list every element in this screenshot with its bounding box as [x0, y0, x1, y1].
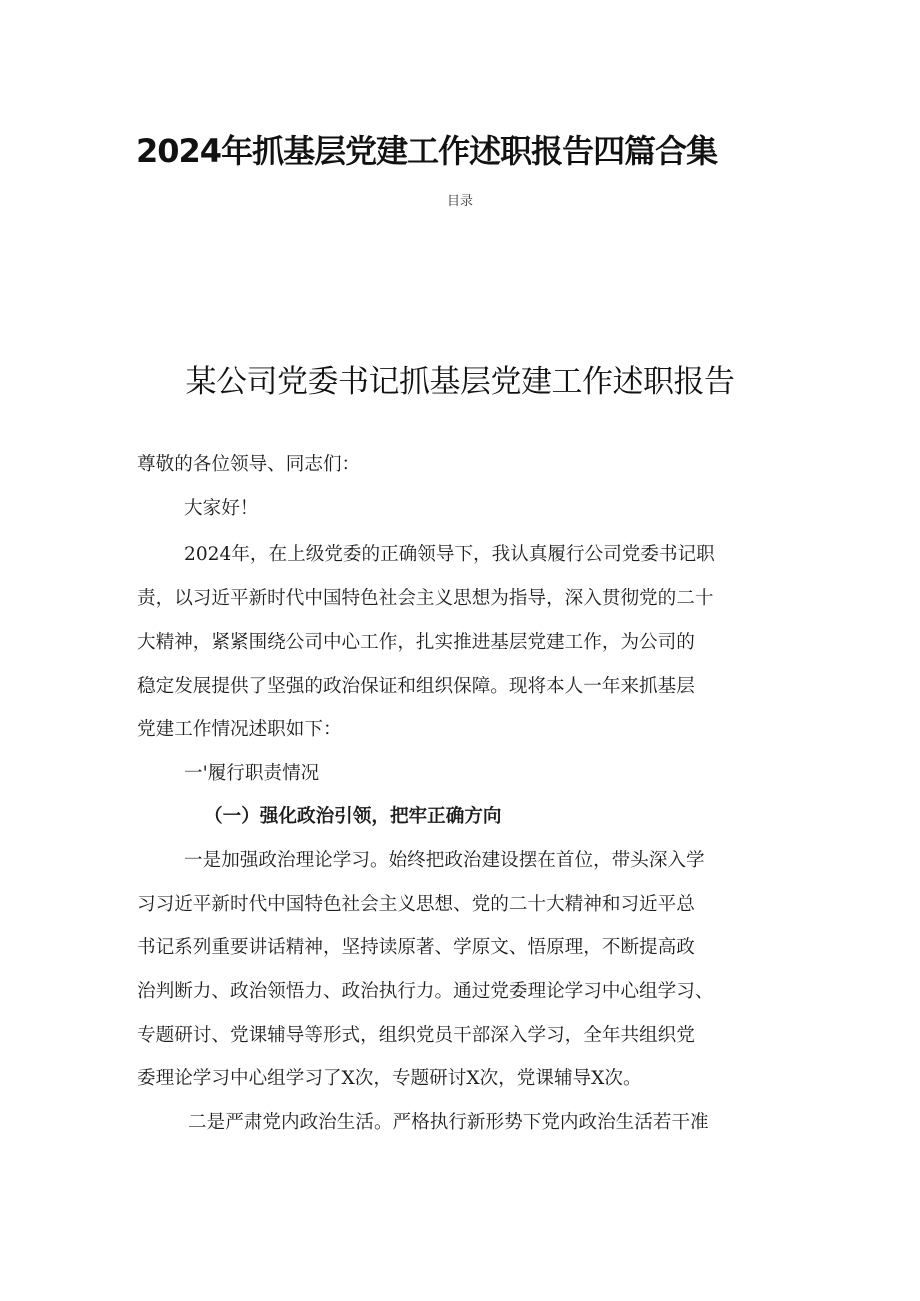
- intro-line: 稳定发展提供了坚强的政治保证和组织保障。现将本人一年来抓基层: [137, 676, 695, 697]
- intro-line: 大精神，紧紧围绕公司中心工作，扎实推进基层党建工作，为公司的: [137, 632, 695, 653]
- intro-line: 责，以习近平新时代中国特色社会主义思想为指导，深入贯彻党的二十: [137, 588, 714, 609]
- paragraph-line: 委理论学习中心组学习了X次，专题研讨X次，党课辅导X次。: [137, 1068, 642, 1089]
- paragraph-line: 治判断力、政治领悟力、政治执行力。通过党委理论学习中心组学习、: [137, 981, 714, 1002]
- paragraph-line: 专题研讨、党课辅导等形式，组织党员干部深入学习，全年共组织党: [137, 1025, 695, 1046]
- paragraph-line: 书记系列重要讲话精神，坚持读原著、学原文、悟原理，不断提高政: [137, 937, 695, 958]
- subsection-heading: （一）强化政治引领，把牢正确方向: [204, 806, 502, 827]
- table-of-contents-label: 目录: [446, 194, 473, 209]
- document-main-title: 2024年抓基层党建工作述职报告四篇合集: [136, 132, 718, 170]
- paragraph-line: 一是加强政治理论学习。始终把政治建设摆在首位，带头深入学: [184, 850, 705, 871]
- intro-line: 2024年，在上级党委的正确领导下，我认真履行公司党委书记职: [184, 544, 715, 565]
- intro-line: 党建工作情况述职如下：: [137, 719, 342, 740]
- report-title: 某公司党委书记抓基层党建工作述职报告: [185, 364, 735, 400]
- salutation: 尊敬的各位领导、同志们：: [137, 454, 361, 475]
- paragraph-line: 二是严肃党内政治生活。严格执行新形势下党内政治生活若干准: [188, 1112, 709, 1133]
- greeting: 大家好！: [184, 498, 259, 519]
- section-heading: 一'履行职责情况: [184, 763, 320, 784]
- paragraph-line: 习习近平新时代中国特色社会主义思想、党的二十大精神和习近平总: [137, 894, 695, 915]
